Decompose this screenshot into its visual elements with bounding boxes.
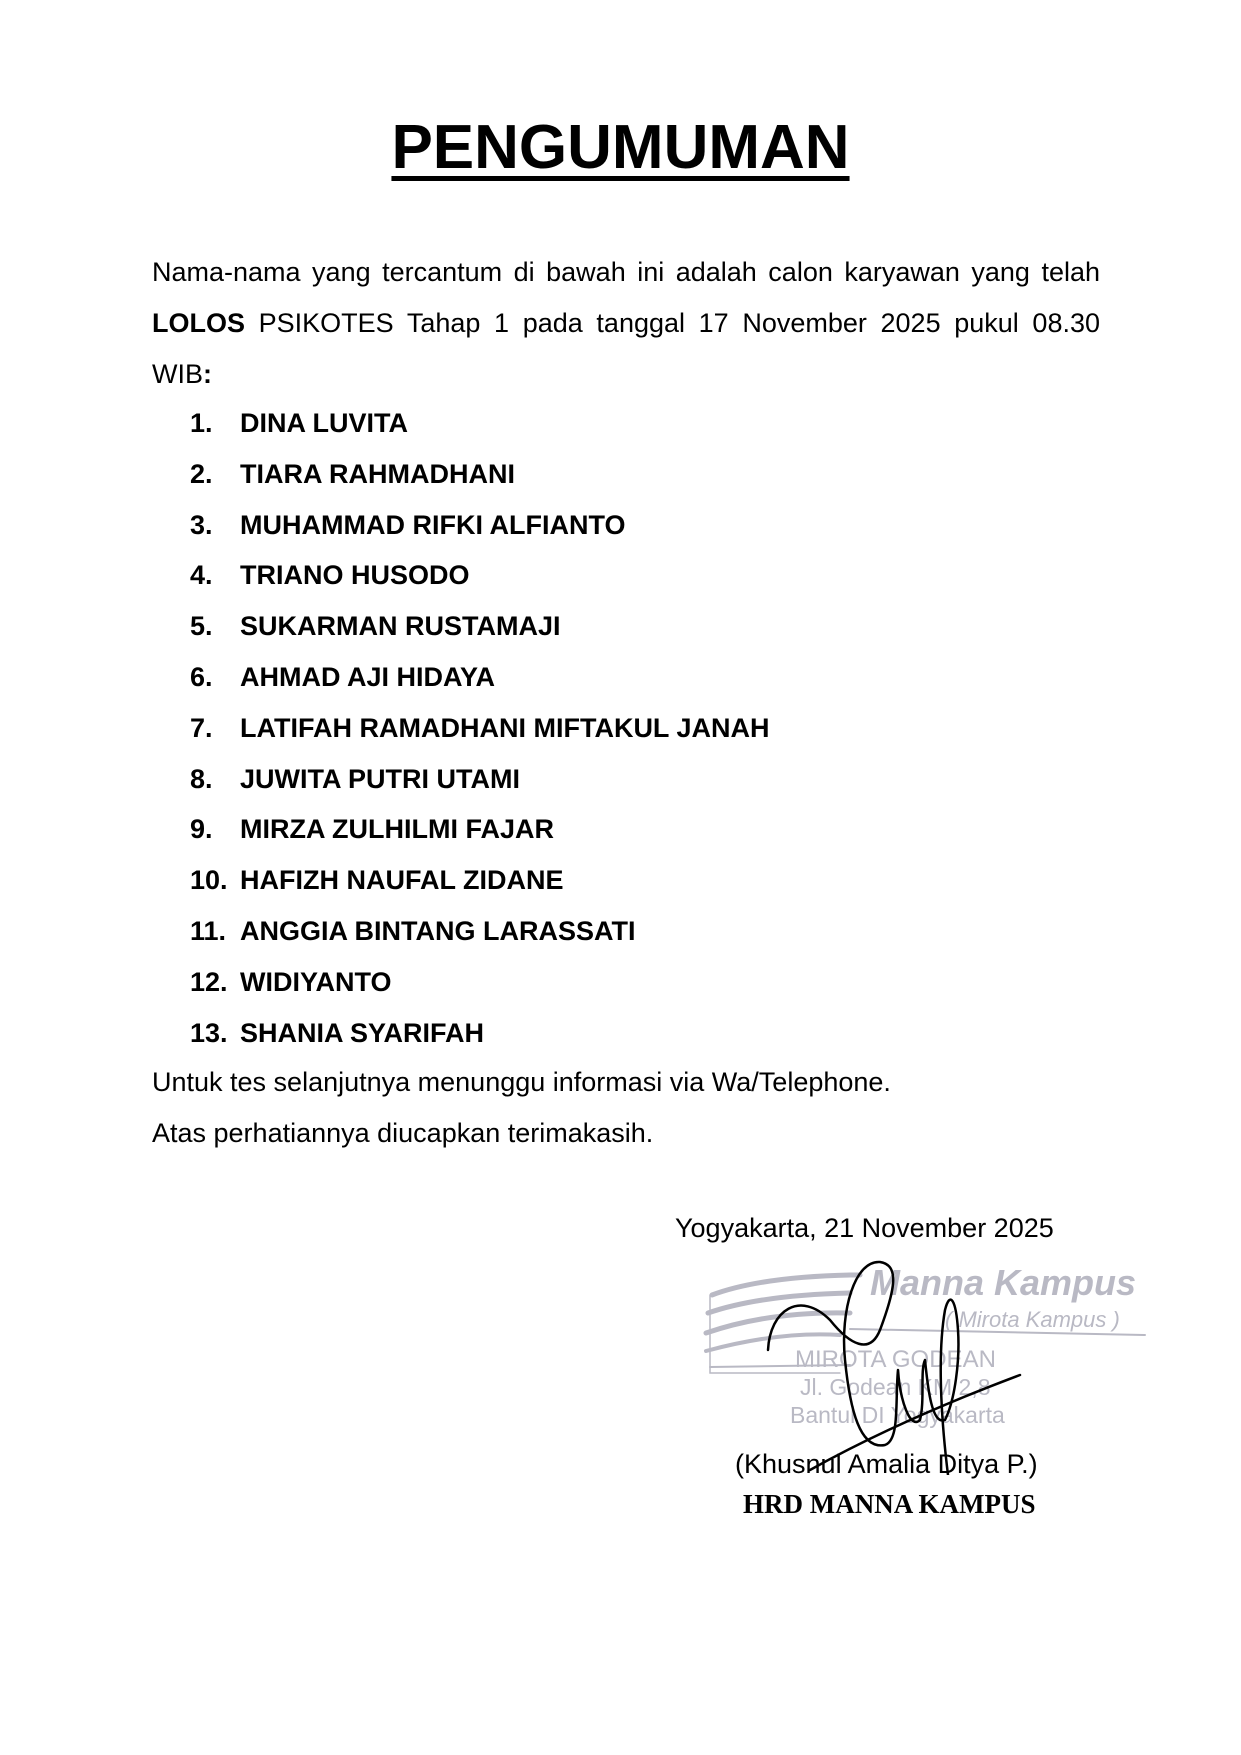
- candidate-name: LATIFAH RAMADHANI MIFTAKUL JANAH: [240, 712, 770, 743]
- item-number: 12.: [190, 966, 228, 997]
- candidate-name: ANGGIA BINTANG LARASSATI: [240, 915, 636, 946]
- item-number: 3.: [190, 509, 213, 540]
- item-number: 5.: [190, 611, 213, 642]
- closing-line-info: Untuk tes selanjutnya menunggu informasi via Wa/Telephone.: [152, 1067, 891, 1097]
- handwritten-signature: [760, 1250, 1100, 1475]
- signer-title: HRD MANNA KAMPUS: [743, 1489, 1036, 1519]
- list-item: [190, 550, 769, 601]
- list-item: [190, 1008, 769, 1059]
- candidate-list: [190, 398, 769, 1058]
- title-text: PENGUMUMAN: [391, 113, 850, 182]
- intro-paragraph: [152, 247, 1100, 400]
- list-item: [190, 804, 769, 855]
- item-number: 10.: [190, 865, 228, 896]
- intro-text-before: Nama-nama yang tercantum di bawah ini adalah calon karyawan yang telah: [152, 257, 1100, 287]
- list-item: [190, 398, 769, 449]
- stamp-brand: Manna Kampus: [870, 1262, 1137, 1303]
- candidate-name: MIRZA ZULHILMI FAJAR: [240, 814, 554, 845]
- stamp-address-2: Bantul DI Yogyakarta: [790, 1402, 1005, 1428]
- stamp-subbrand: ( Mirota Kampus ): [945, 1307, 1120, 1332]
- list-item: [190, 449, 769, 500]
- list-item: [190, 855, 769, 906]
- candidate-name: TRIANO HUSODO: [240, 560, 470, 591]
- intro-bold-lolos: LOLOS: [152, 308, 245, 338]
- candidate-name: TIARA RAHMADHANI: [240, 458, 515, 489]
- candidate-name: SUKARMAN RUSTAMAJI: [240, 611, 561, 642]
- candidate-name: WIDIYANTO: [240, 966, 392, 997]
- item-number: 9.: [190, 814, 213, 845]
- candidate-name: JUWITA PUTRI UTAMI: [240, 763, 520, 794]
- page-title: [0, 112, 1241, 184]
- closing-line-thanks: Atas perhatiannya diucapkan terimakasih.: [152, 1118, 654, 1148]
- list-item: [190, 754, 769, 805]
- candidate-name: HAFIZH NAUFAL ZIDANE: [240, 865, 564, 896]
- item-number: 6.: [190, 661, 213, 692]
- place-date: Yogyakarta, 21 November 2025: [675, 1213, 1054, 1243]
- list-item: [190, 906, 769, 957]
- item-number: 4.: [190, 560, 213, 591]
- signer-name: (Khusnul Amalia Ditya P.): [735, 1449, 1038, 1479]
- list-item: [190, 500, 769, 551]
- candidate-name: DINA LUVITA: [240, 408, 408, 438]
- intro-text-after: PSIKOTES Tahap 1 pada tanggal 17 November 2025 pukul 08.30 WIB: [152, 308, 1100, 389]
- candidate-name: MUHAMMAD RIFKI ALFIANTO: [240, 509, 626, 540]
- list-item: [190, 652, 769, 703]
- item-number: 11.: [190, 915, 227, 946]
- item-number: 1.: [190, 408, 213, 438]
- closing-text: [152, 1057, 891, 1159]
- list-item: [190, 957, 769, 1008]
- item-number: 2.: [190, 458, 213, 489]
- stamp-address-1: Jl. Godean KM 2,8: [800, 1374, 991, 1400]
- item-number: 8.: [190, 763, 213, 794]
- item-number: 7.: [190, 712, 213, 743]
- intro-colon: :: [203, 359, 212, 389]
- stamp-branch: MIROTA GODEAN: [795, 1346, 996, 1373]
- item-number: 13.: [190, 1017, 228, 1048]
- list-item: [190, 703, 769, 754]
- candidate-name: SHANIA SYARIFAH: [240, 1017, 485, 1048]
- list-item: [190, 601, 769, 652]
- candidate-name: AHMAD AJI HIDAYA: [240, 661, 496, 692]
